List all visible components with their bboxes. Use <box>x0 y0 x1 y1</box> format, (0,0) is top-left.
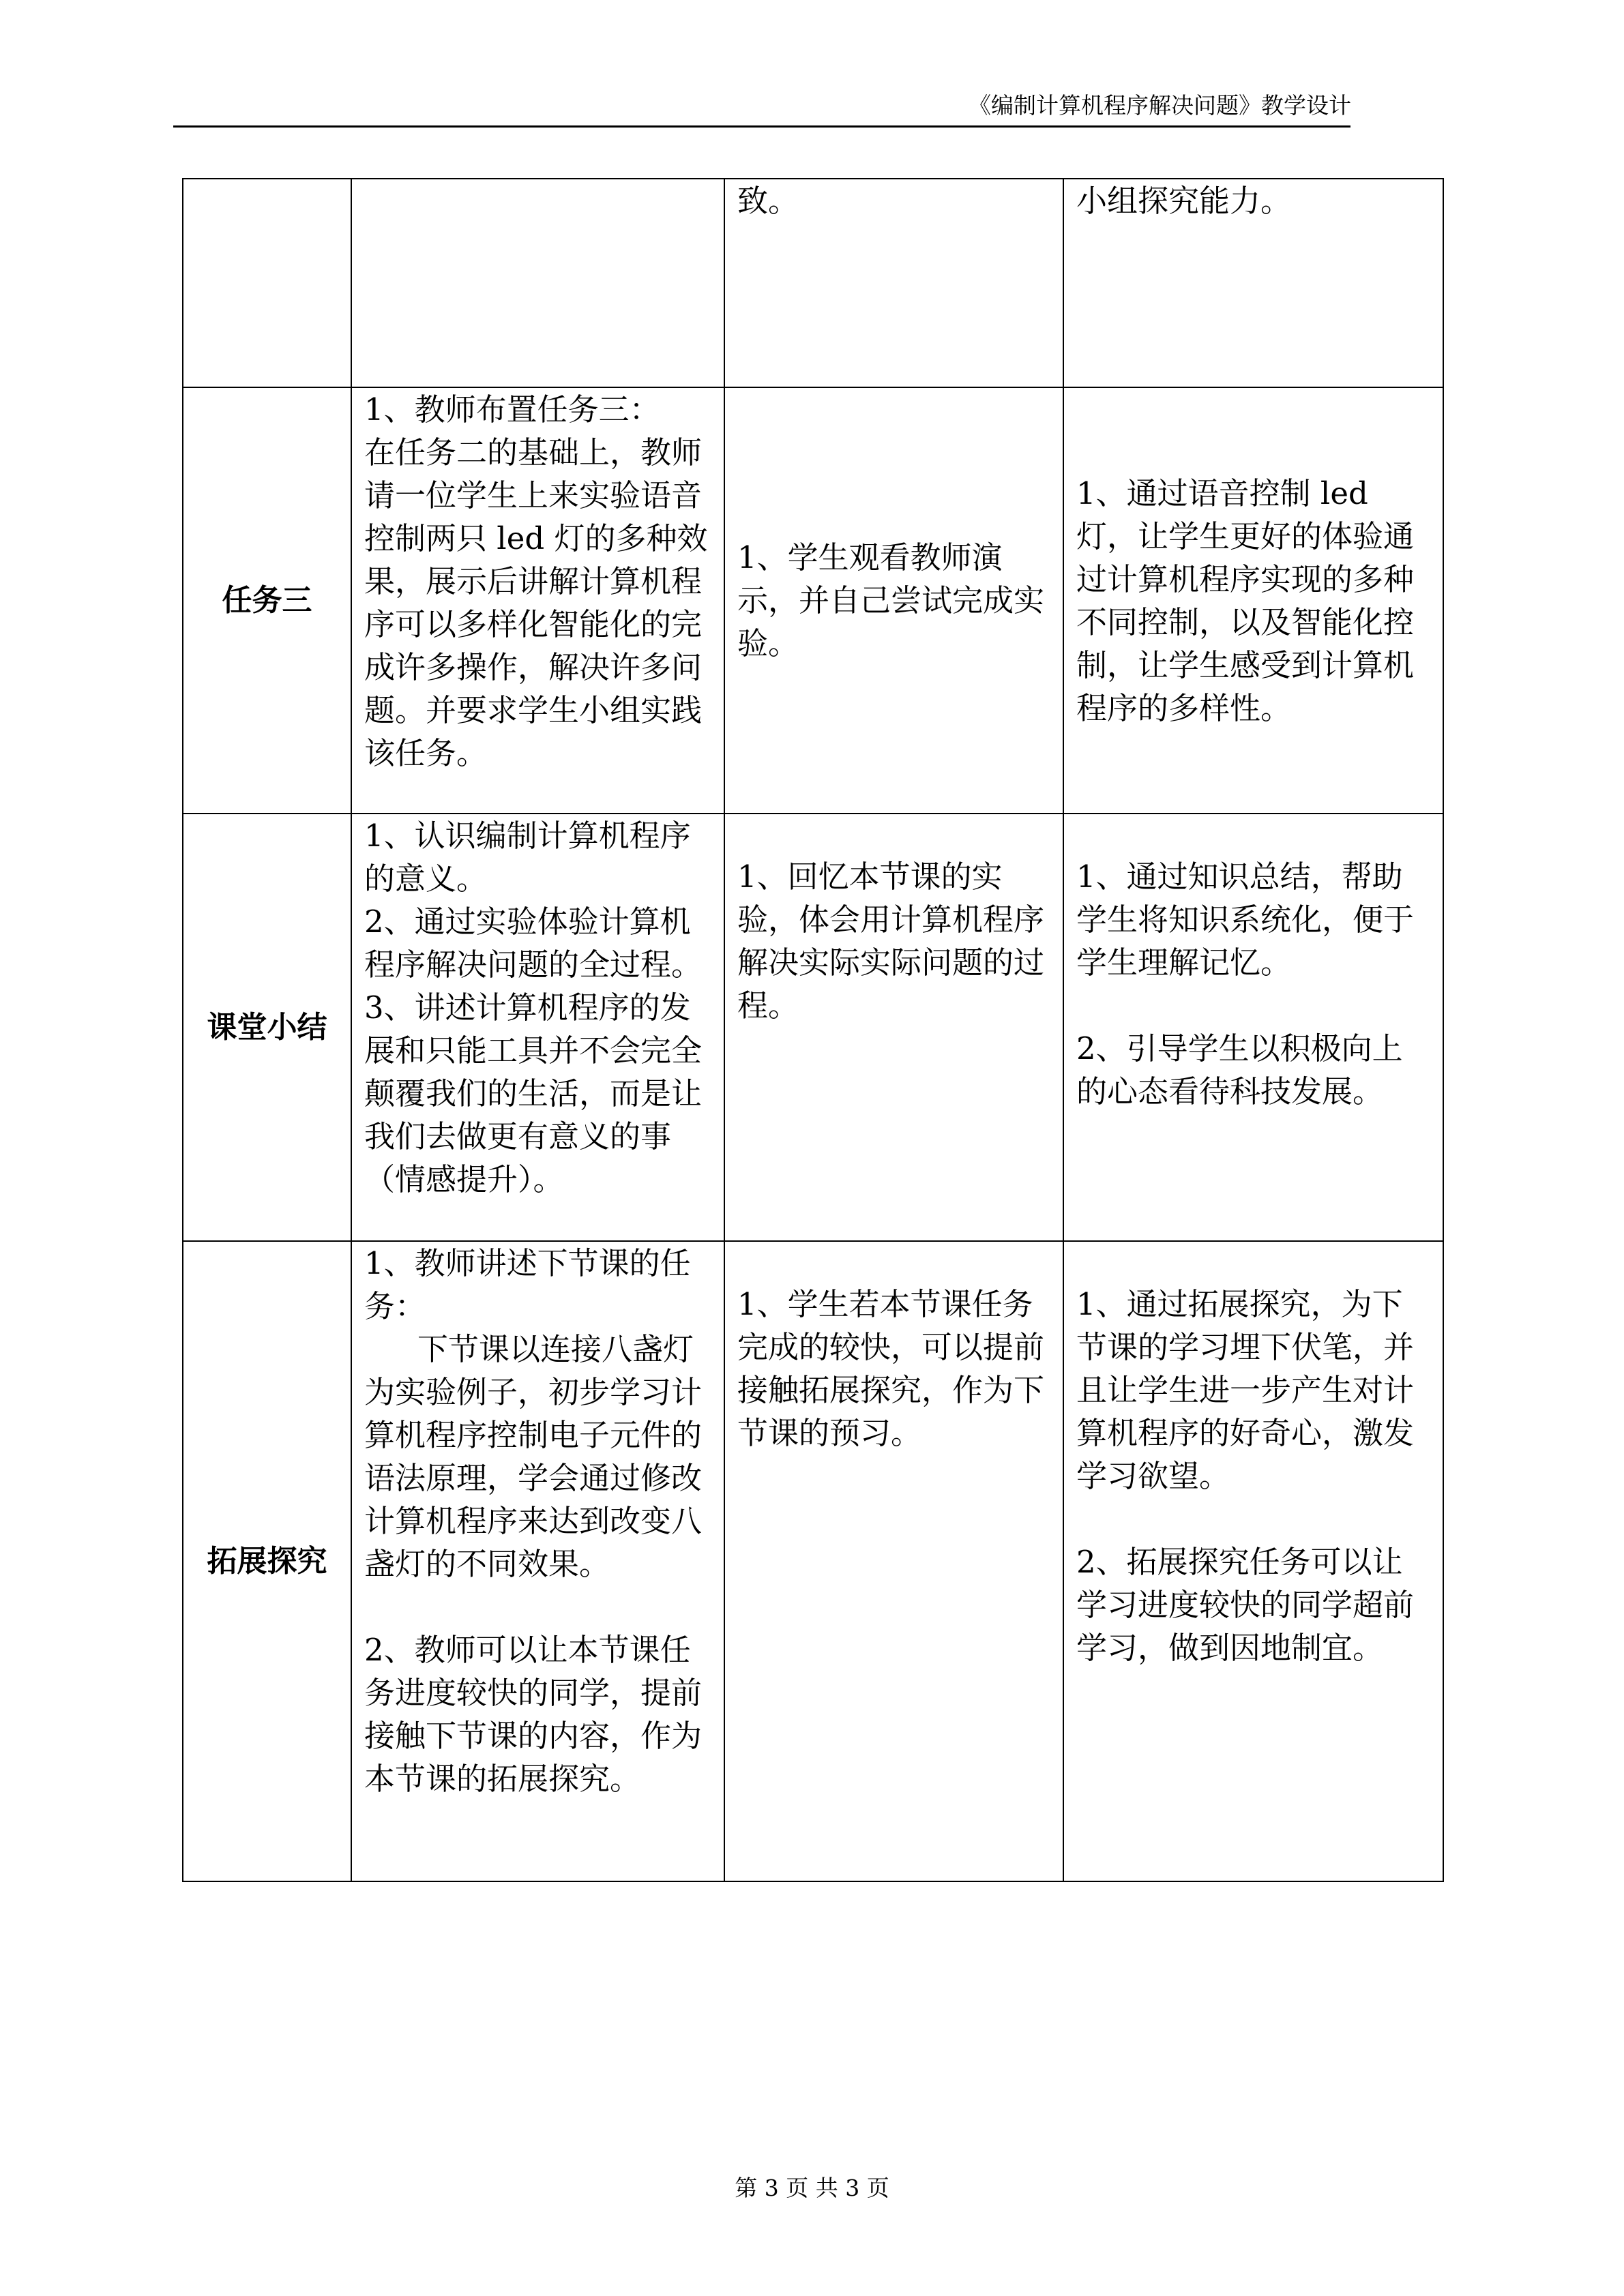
lesson-plan-table <box>182 178 1444 1882</box>
paragraph-gap <box>1076 1497 1430 1540</box>
student-activity-cell <box>724 814 1063 1241</box>
table-row <box>183 814 1443 1241</box>
student-activity-text: 1、学生若本节课任务完成的较快，可以提前接触拓展探究，作为下节课的预习。 <box>737 1286 1045 1451</box>
teacher-activity-text: 2、通过实验体验计算机程序解决问题的全过程。 <box>364 904 703 983</box>
row-label-cell: 任务三 <box>183 387 351 814</box>
teacher-activity-cell <box>351 387 724 814</box>
teacher-activity-cell <box>351 179 724 387</box>
teacher-activity-text: 3、讲述计算机程序的发展和只能工具并不会完全颠覆我们的生活，而是让我们去做更有意义的事（情感提升）。 <box>364 989 703 1197</box>
table-row <box>183 1241 1443 1881</box>
paragraph-gap <box>1076 984 1430 1027</box>
design-intent-cell <box>1063 179 1443 387</box>
design-intent-text: 1、通过语音控制 led 灯，让学生更好的体验通过计算机程序实现的多种不同控制，以及智能化控制，让学生感受到计算机程序的多样性。 <box>1076 475 1415 726</box>
teacher-activity-text: 2、教师可以让本节课任务进度较快的同学，提前接触下节课的内容，作为本节课的拓展探究。 <box>364 1632 703 1797</box>
teacher-activity-cell <box>351 1241 724 1881</box>
student-activity-cell <box>724 179 1063 387</box>
teacher-activity-text: 下节课以连接八盏灯为实验例子，初步学习计算机程序控制电子元件的语法原理，学会通过修改计算机程序来达到改变八盏灯的不同效果。 <box>364 1331 703 1582</box>
design-intent-text: 2、引导学生以积极向上的心态看待科技发展。 <box>1076 1030 1403 1109</box>
table-row <box>183 179 1443 387</box>
design-intent-text: 1、通过拓展探究，为下节课的学习埋下伏笔，并且让学生进一步产生对计算机程序的好奇心，激发学习欲望。 <box>1076 1286 1415 1494</box>
header-divider <box>173 125 1350 128</box>
teacher-activity-cell <box>351 814 724 1241</box>
teacher-activity-text: 在任务二的基础上，教师请一位学生上来实验语音控制两只 led 灯的多种效果，展示后讲解计算机程序可以多样化智能化的完成许多操作，解决许多问题。并要求学生小组实践该任务。 <box>364 434 708 771</box>
document-header-title: 《编制计算机程序解决问题》教学设计 <box>969 92 1351 119</box>
student-activity-cell <box>724 1241 1063 1881</box>
paragraph-gap <box>364 1585 711 1628</box>
page-number: 第 3 页 共 3 页 <box>735 2175 889 2201</box>
student-activity-text: 1、学生观看教师演示，并自己尝试完成实验。 <box>737 539 1045 661</box>
row-label-cell: 拓展探究 <box>183 1241 351 1881</box>
row-label-cell: 课堂小结 <box>183 814 351 1241</box>
design-intent-text: 1、通过知识总结，帮助学生将知识系统化，便于学生理解记忆。 <box>1076 859 1415 981</box>
teacher-activity-text: 1、教师布置任务三： <box>364 391 660 428</box>
table-row <box>183 387 1443 814</box>
design-intent-text: 2、拓展探究任务可以让学习进度较快的同学超前学习，做到因地制宜。 <box>1076 1544 1415 1666</box>
student-activity-cell <box>724 387 1063 814</box>
student-activity-text: 致。 <box>737 183 799 219</box>
design-intent-cell <box>1063 814 1443 1241</box>
teacher-activity-text: 1、认识编制计算机程序的意义。 <box>364 818 691 897</box>
row-label-cell <box>183 179 351 387</box>
teacher-activity-text: 1、教师讲述下节课的任务： <box>364 1245 691 1324</box>
student-activity-text: 1、回忆本节课的实验，体会用计算机程序解决实际实际问题的过程。 <box>737 859 1045 1024</box>
design-intent-text: 小组探究能力。 <box>1076 183 1292 219</box>
design-intent-cell <box>1063 387 1443 814</box>
design-intent-cell <box>1063 1241 1443 1881</box>
